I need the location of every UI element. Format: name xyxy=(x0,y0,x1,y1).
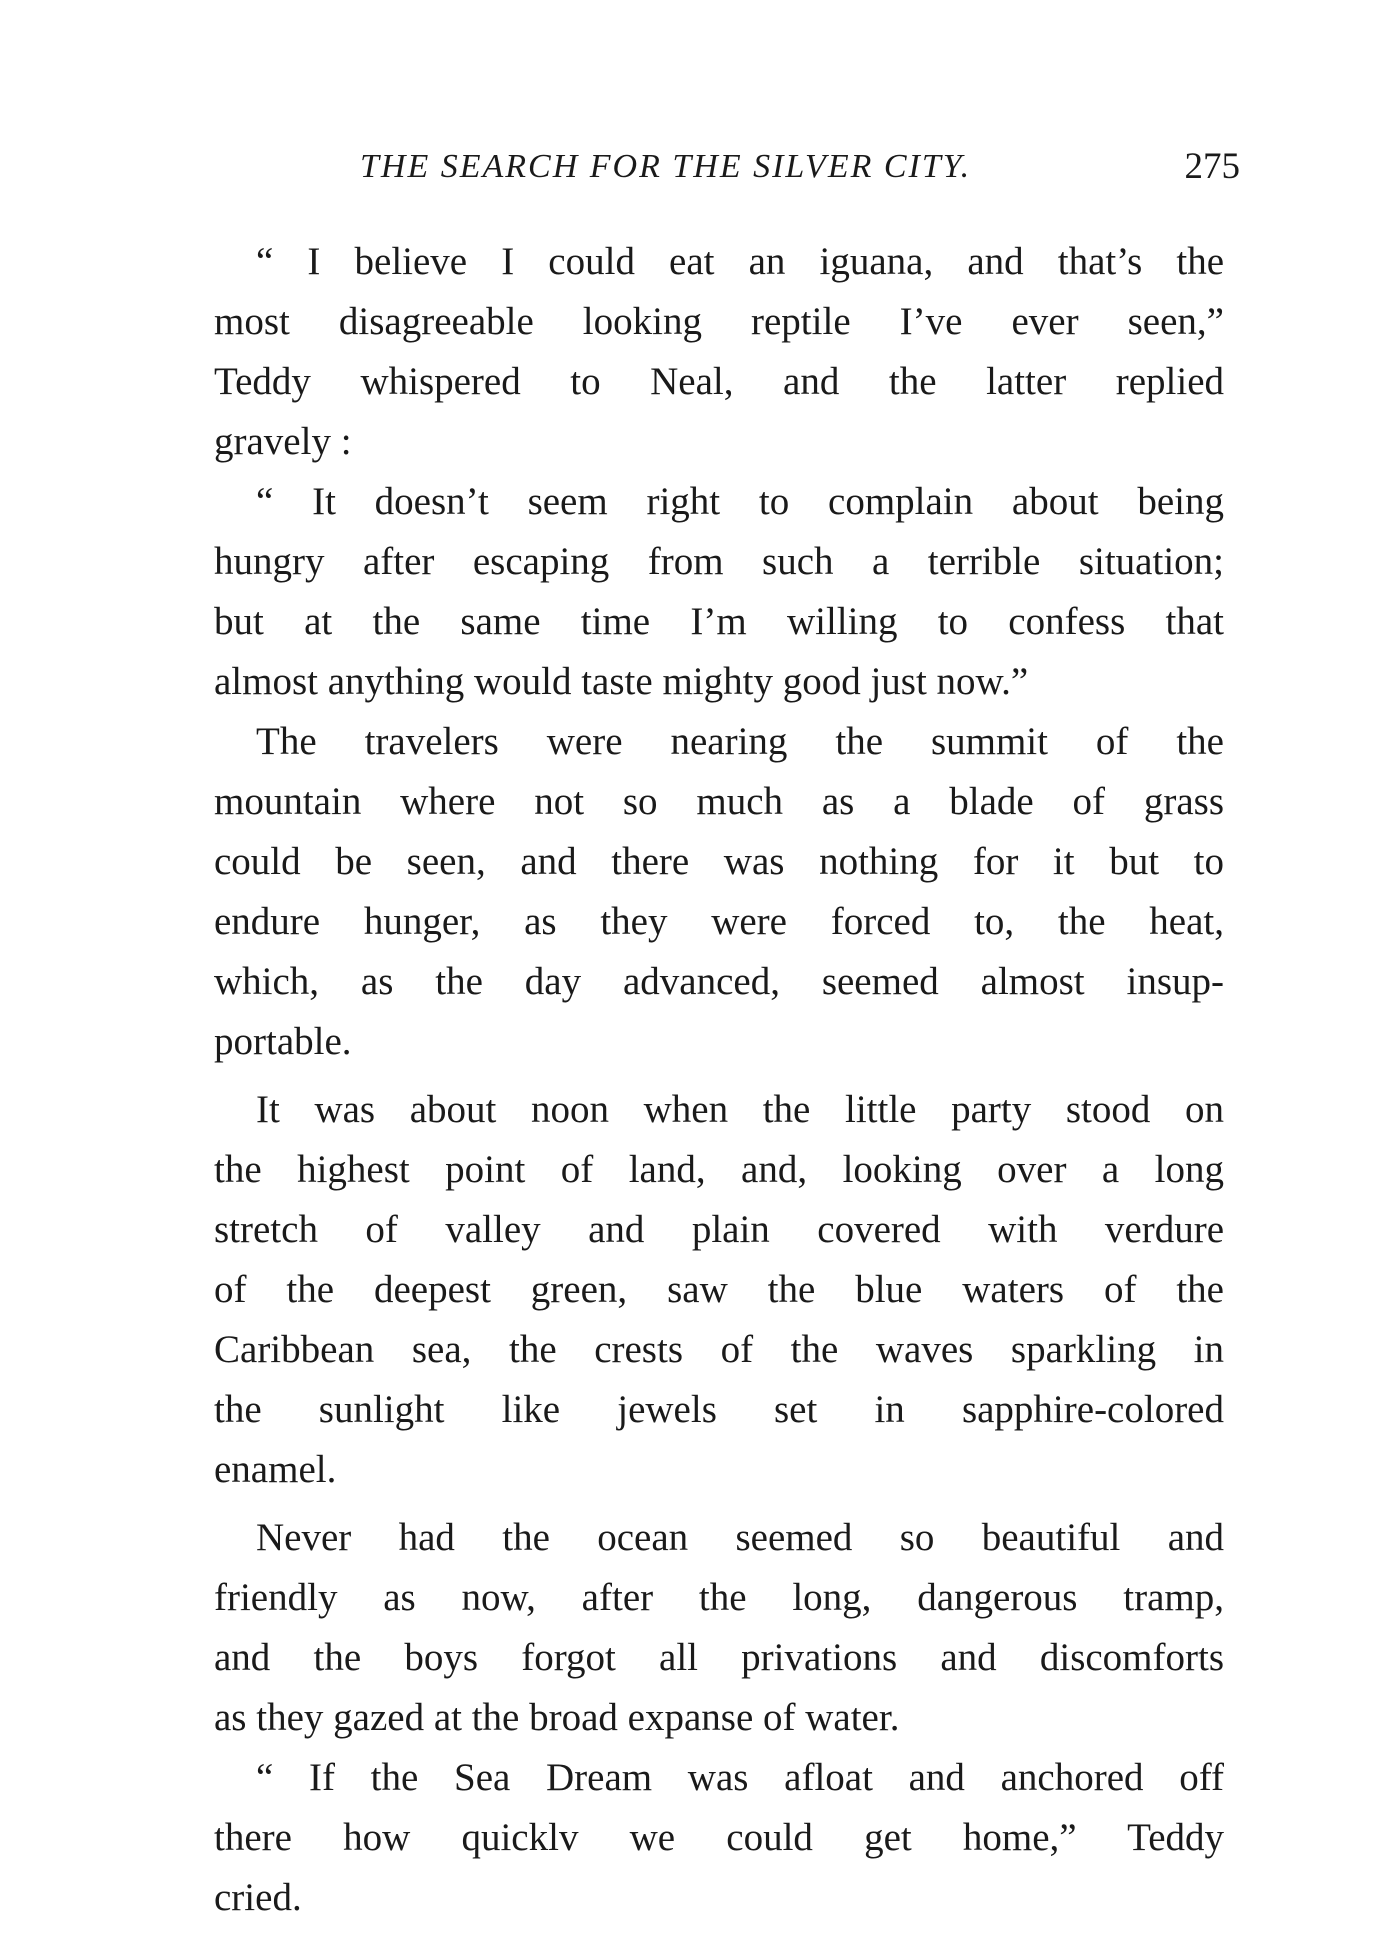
paragraph xyxy=(214,712,1224,1072)
paragraph xyxy=(214,1508,1224,1748)
text-line: which, as the day advanced, seemed almost insup- xyxy=(214,960,1224,1003)
text-line: almost anything would taste mighty good just now.” xyxy=(214,660,1029,703)
text-line: portable. xyxy=(214,1020,352,1063)
text-line: Caribbean sea, the crests of the waves sparkling in xyxy=(214,1328,1224,1371)
text-line: and the boys forgot all privations and discomforts xyxy=(214,1636,1224,1679)
text-line: friendly as now, after the long, dangerous tramp, xyxy=(214,1576,1224,1619)
paragraph-gap xyxy=(214,1500,1224,1508)
text-line: hungry after escaping from such a terrible situation; xyxy=(214,540,1224,583)
text-line: the sunlight like jewels set in sapphire-colored xyxy=(214,1388,1224,1431)
text-line: Never had the ocean seemed so beautiful and xyxy=(256,1516,1224,1559)
text-line: enamel. xyxy=(214,1448,337,1491)
paragraph xyxy=(214,472,1224,712)
paragraph xyxy=(214,232,1224,472)
paragraph xyxy=(214,1080,1224,1500)
text-line: mountain where not so much as a blade of grass xyxy=(214,780,1224,823)
paragraph xyxy=(214,1748,1224,1928)
text-line: the highest point of land, and, looking over a long xyxy=(214,1148,1224,1191)
text-line: most disagreeable looking reptile I’ve ever seen,” xyxy=(214,300,1224,343)
text-line: It was about noon when the little party stood on xyxy=(256,1088,1224,1131)
text-line: “ It doesn’t seem right to complain about being xyxy=(256,480,1224,523)
text-line: gravely : xyxy=(214,420,352,463)
text-line: Teddy whispered to Neal, and the latter replied xyxy=(214,360,1224,403)
page-number: 275 xyxy=(1184,146,1240,187)
text-line: “ I believe I could eat an iguana, and that’s the xyxy=(256,240,1224,283)
text-line: but at the same time I’m willing to confess that xyxy=(214,600,1224,643)
text-line: cried. xyxy=(214,1876,302,1919)
running-title: THE SEARCH FOR THE SILVER CITY. xyxy=(360,148,972,185)
text-line: as they gazed at the broad expanse of water. xyxy=(214,1696,900,1739)
text-line: “ If the Sea Dream was afloat and anchored off xyxy=(256,1756,1224,1799)
text-line: endure hunger, as they were forced to, the heat, xyxy=(214,900,1224,943)
body-text xyxy=(214,232,1224,1928)
text-line: could be seen, and there was nothing for it but to xyxy=(214,840,1224,883)
text-line: of the deepest green, saw the blue waters of the xyxy=(214,1268,1224,1311)
text-line: there how quicklv we could get home,” Teddy xyxy=(214,1816,1224,1859)
paragraph-gap xyxy=(214,1072,1224,1080)
text-line: The travelers were nearing the summit of the xyxy=(256,720,1224,763)
text-line: stretch of valley and plain covered with verdure xyxy=(214,1208,1224,1251)
running-head xyxy=(360,142,1240,192)
